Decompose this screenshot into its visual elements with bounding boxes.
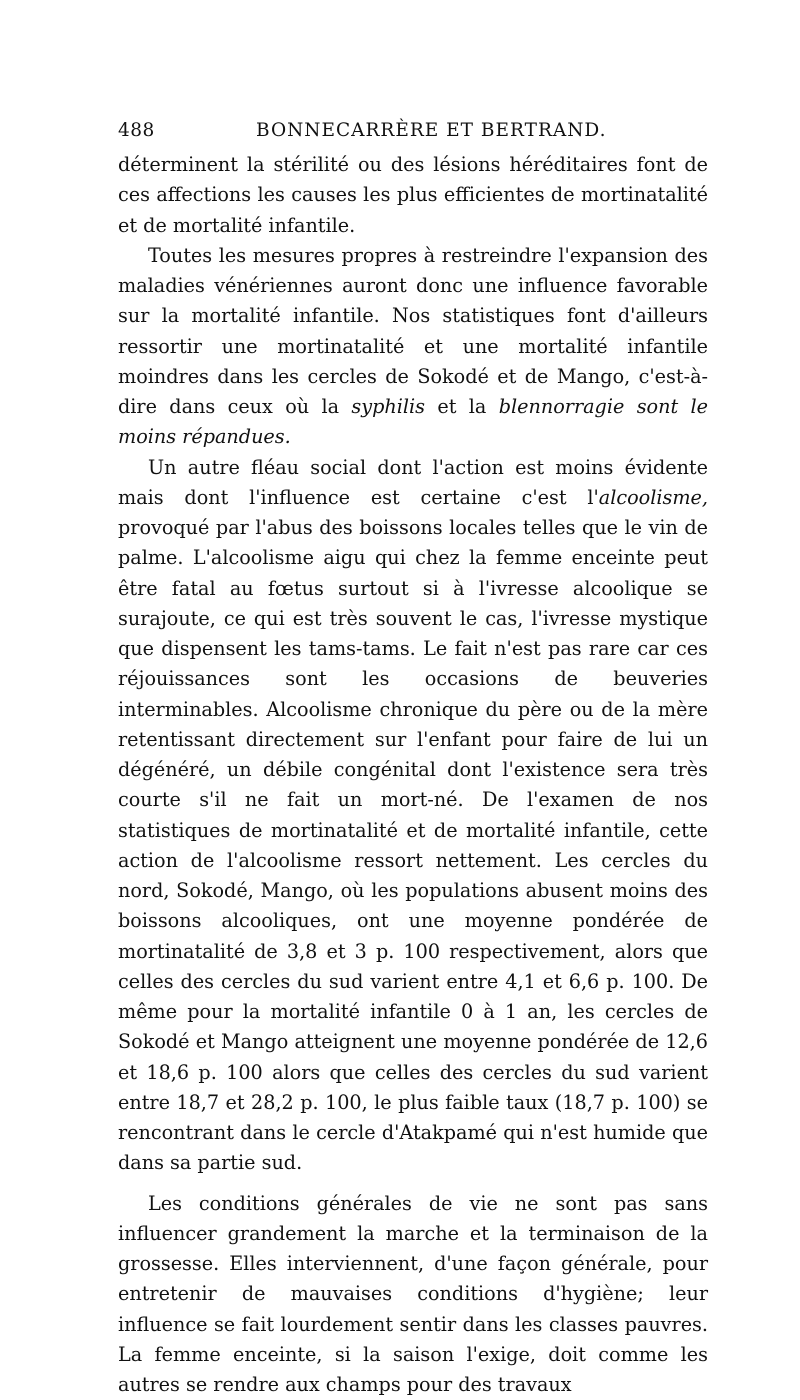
alcoolisme-term: alcoolisme,: [599, 486, 708, 509]
paragraph-2: [118, 241, 708, 453]
paragraph-3: [118, 453, 708, 1179]
page-number: 488: [118, 120, 155, 141]
paragraph-2-connector: et la: [425, 395, 499, 418]
paragraph-3-text: Un autre fléau social dont l'action est moins évidente mais dont l'influence est certaine c'est l': [118, 456, 708, 509]
paragraph-1: déterminent la stérilité ou des lésions héréditaires font de ces affections les causes les plus efficientes de mortinatalité et de mortalité infantile.: [118, 150, 708, 241]
running-title: BONNECARRÈRE ET BERTRAND.: [256, 120, 606, 141]
paragraph-2-text: Toutes les mesures propres à restreindre l'expansion des maladies vénériennes auront donc une influence favorable sur la mortalité infantile. Nos statistiques font d'ailleurs ressortir une mortinatalité et une mortalité infantile moindres dans les cercles de Sokodé et de Mango, c'est-à-dire dans ceux où la: [118, 244, 708, 418]
blennorragie-phrase: blennorragie sont le moins répandues.: [118, 395, 708, 448]
running-head: [118, 120, 708, 146]
body-text: [118, 150, 708, 1400]
paragraph-3-rest: provoqué par l'abus des boissons locales telles que le vin de palme. L'alcoolisme aigu qui chez la femme enceinte peut être fatal au fœtus surtout si à l'ivresse alcoolique se surajoute, ce qui est très souvent le cas, l'ivresse mystique que dispensent les tams-tams. Le fait n'est pas rare car ces réjouissances sont les occasions de beuveries interminables. Alcoolisme chronique du père ou de la mère retentissant directement sur l'enfant pour faire de lui un dégénéré, un débile congénital dont l'existence sera très courte s'il ne fait un mort-né. De l'examen de nos statistiques de mortinatalité et de mortalité infantile, cette action de l'alcoolisme ressort nettement. Les cercles du nord, Sokodé, Mango, où les populations abusent moins des boissons alcooliques, ont une moyenne pondérée de mortinatalité de 3,8 et 3 p. 100 respectivement, alors que celles des cercles du sud varient entre 4,1 et 6,6 p. 100. De même pour la mortalité infantile 0 à 1 an, les cercles de Sokodé et Mango atteignent une moyenne pondérée de 12,6 et 18,6 p. 100 alors que celles des cercles du sud varient entre 18,7 et 28,2 p. 100, le plus faible taux (18,7 p. 100) se rencontrant dans le cercle d'Atakpamé qui n'est humide que dans sa partie sud.: [118, 516, 708, 1174]
syphilis-term: syphilis: [351, 395, 425, 418]
paragraph-4: Les conditions générales de vie ne sont pas sans influencer grandement la marche et la terminaison de la grossesse. Elles interviennent, d'une façon générale, pour entretenir de mauvaises conditions d'hygiène; leur influence se fait lourdement sentir dans les classes pauvres. La femme enceinte, si la saison l'exige, doit comme les autres se rendre aux champs pour des travaux: [118, 1189, 708, 1400]
